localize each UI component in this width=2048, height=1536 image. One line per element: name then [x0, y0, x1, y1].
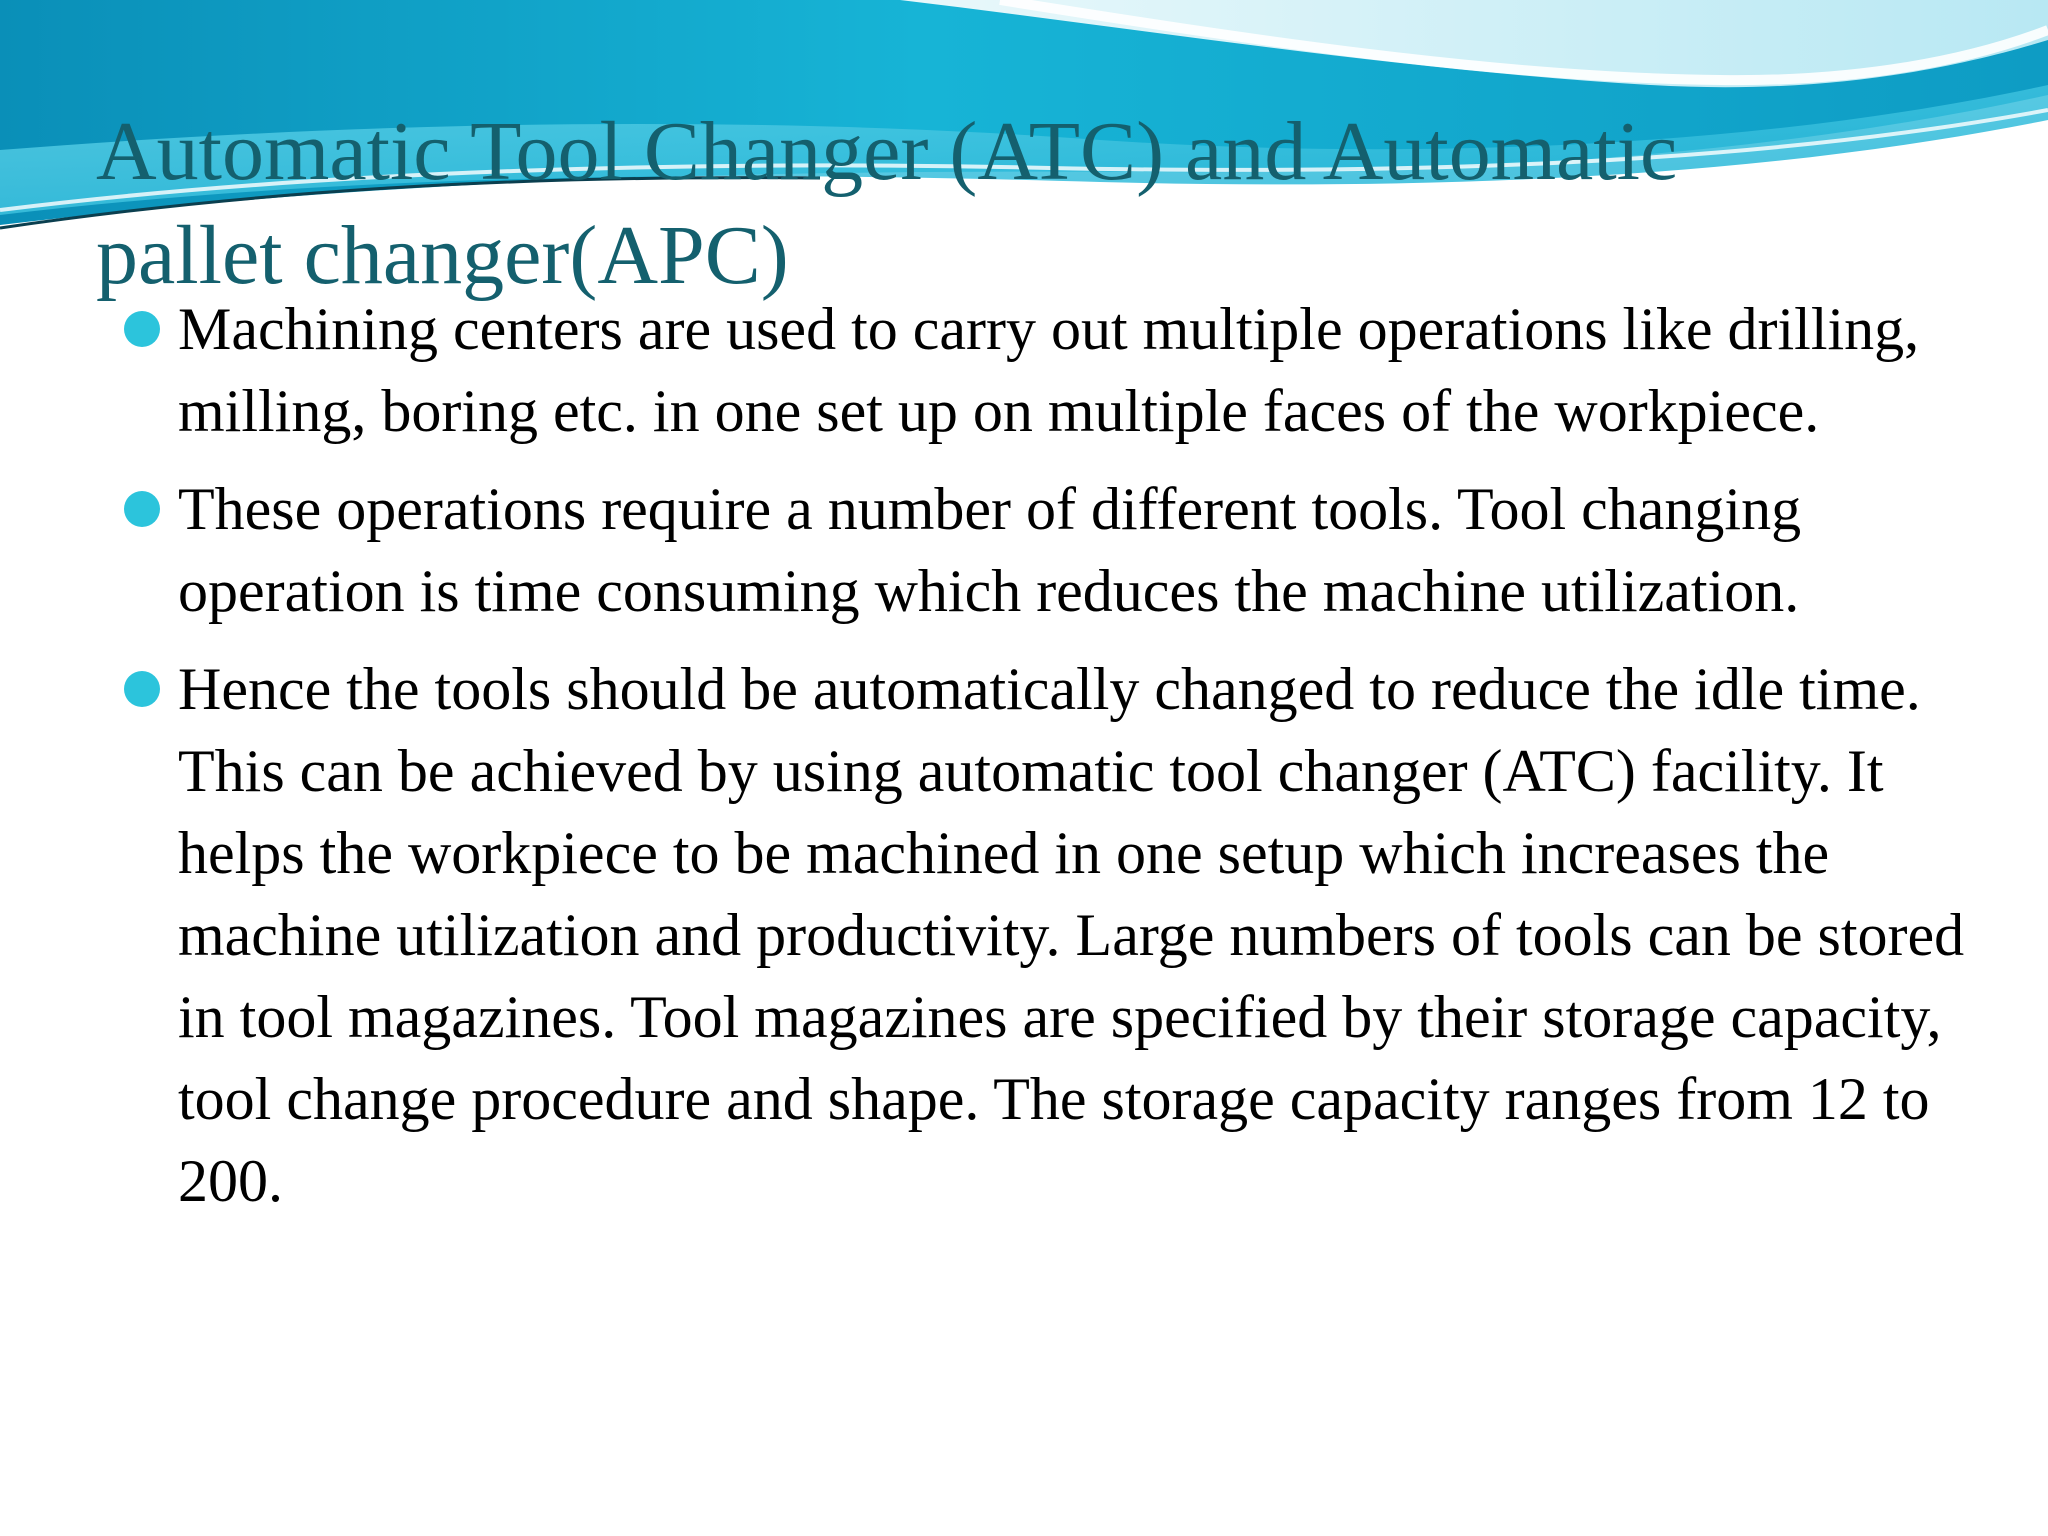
bullet-text: These operations require a number of different tools. Tool changing operation is time consuming which reduces the machine utilization.: [178, 476, 1802, 624]
slide-title: [96, 100, 1996, 308]
bullet-dot-icon: [124, 311, 160, 347]
slide-title-line-1: Automatic Tool Changer (ATC) and Automatic: [96, 105, 1678, 198]
bullet-dot-icon: [124, 671, 160, 707]
bullet-item: [124, 468, 1974, 632]
bullet-list: [124, 288, 1974, 1238]
slide-title-line-2: pallet changer(APC): [96, 209, 789, 302]
bullet-text: Machining centers are used to carry out multiple operations like drilling, milling, boring etc. in one set up on multiple faces of the workpiece.: [178, 296, 1920, 444]
bullet-item: [124, 288, 1974, 452]
bullet-dot-icon: [124, 491, 160, 527]
bullet-item: [124, 648, 1974, 1222]
bullet-text: Hence the tools should be automatically changed to reduce the idle time. This can be achieved by using automatic tool changer (ATC) facility. It helps the workpiece to be machined in one setup which increases the machine utilization and productivity. Large numbers of tools can be stored in tool magazines. Tool magazines are specified by their storage capacity, tool change procedure and shape. The storage capacity ranges from 12 to 200.: [178, 656, 1965, 1214]
